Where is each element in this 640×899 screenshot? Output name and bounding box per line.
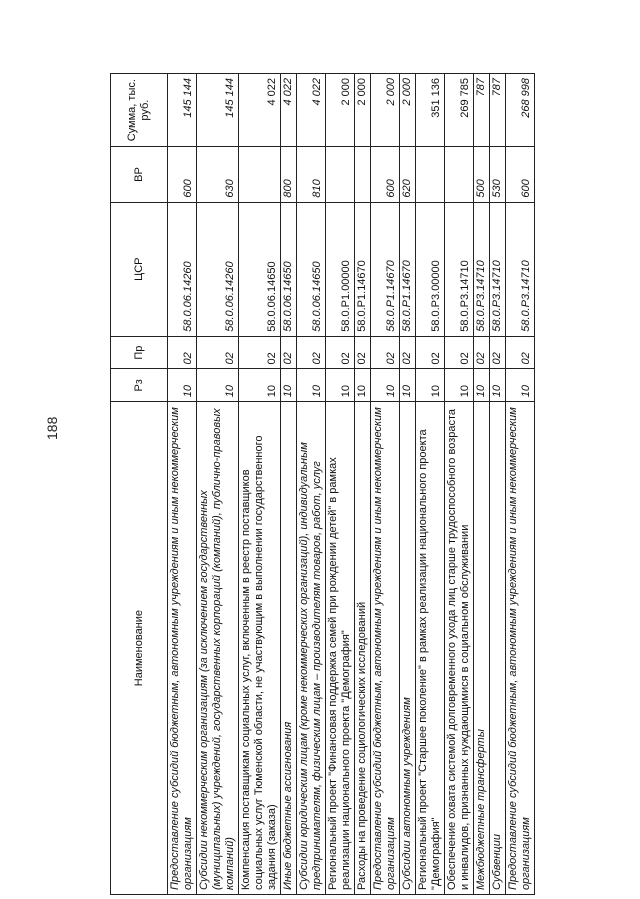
- cell-rz: 10: [326, 369, 355, 402]
- cell-vr: [416, 147, 445, 202]
- header-sum: Сумма, тыс. руб.: [111, 74, 168, 147]
- cell-name: Региональный проект "Финансовая поддержка семей при рождении детей" в рамках реализации национального проекта "Демография": [326, 402, 355, 895]
- header-csr: ЦСР: [111, 202, 168, 336]
- cell-vr: [239, 147, 281, 202]
- cell-csr: 58.0.P3.00000: [416, 202, 445, 336]
- cell-name: Межбюджетные трансферты: [474, 402, 490, 895]
- cell-rz: 10: [239, 369, 281, 402]
- cell-pr: 02: [474, 336, 490, 369]
- cell-rz: 10: [416, 369, 445, 402]
- cell-sum: 145 144: [168, 74, 197, 147]
- cell-vr: 500: [474, 147, 490, 202]
- cell-sum: 2 000: [371, 74, 400, 147]
- cell-sum: 4 022: [297, 74, 326, 147]
- cell-name: Субсидии юридическим лицам (кроме некоммерческих организаций), индивидуальным предпринимателям, физическим лицам – производителям товаров, работ, услуг: [297, 402, 326, 895]
- cell-csr: 58.0.06.14260: [197, 202, 239, 336]
- cell-vr: 600: [506, 147, 535, 202]
- header-pr: Пр: [111, 336, 168, 369]
- cell-rz: 10: [281, 369, 297, 402]
- cell-pr: 02: [281, 336, 297, 369]
- header-vr: ВР: [111, 147, 168, 202]
- cell-rz: 10: [197, 369, 239, 402]
- cell-sum: 4 022: [281, 74, 297, 147]
- table-body: [168, 74, 535, 895]
- cell-sum: 145 144: [197, 74, 239, 147]
- cell-pr: 02: [445, 336, 474, 369]
- cell-vr: 600: [168, 147, 197, 202]
- cell-sum: 268 998: [506, 74, 535, 147]
- cell-name: Предоставление субсидий бюджетным, автономным учреждениям и иным некоммерческим организациям: [371, 402, 400, 895]
- cell-rz: 10: [400, 369, 416, 402]
- cell-vr: 530: [490, 147, 506, 202]
- header-name: Наименование: [111, 402, 168, 895]
- cell-rz: 10: [297, 369, 326, 402]
- cell-sum: 2 000: [326, 74, 355, 147]
- cell-pr: 02: [197, 336, 239, 369]
- cell-sum: 787: [474, 74, 490, 147]
- header-rz: Рз: [111, 369, 168, 402]
- cell-name: Обеспечение охвата системой долговременного ухода лиц старше трудоспособного возраста и инвалидов, признанных нуждающимися в социальном обслуживании: [445, 402, 474, 895]
- cell-csr: 58.0.06.14650: [281, 202, 297, 336]
- cell-sum: 269 785: [445, 74, 474, 147]
- cell-csr: 58.0.06.14650: [297, 202, 326, 336]
- cell-pr: 02: [355, 336, 371, 369]
- cell-sum: 4 022: [239, 74, 281, 147]
- table-header-row: [111, 74, 168, 895]
- table-row: [239, 74, 281, 895]
- cell-pr: 02: [490, 336, 506, 369]
- cell-name: Иные бюджетные ассигнования: [281, 402, 297, 895]
- table-row: [326, 74, 355, 895]
- cell-name: Региональный проект "Старшее поколение" в рамках реализации национального проекта "Демография": [416, 402, 445, 895]
- cell-rz: 10: [445, 369, 474, 402]
- table-row: [490, 74, 506, 895]
- cell-rz: 10: [168, 369, 197, 402]
- cell-name: Субсидии автономным учреждениям: [400, 402, 416, 895]
- cell-csr: 58.0.P3.14710: [474, 202, 490, 336]
- cell-name: Расходы на проведение социологических исследований: [355, 402, 371, 895]
- page-number: 188: [44, 416, 60, 440]
- table-row: [371, 74, 400, 895]
- table-row: [281, 74, 297, 895]
- cell-vr: 630: [197, 147, 239, 202]
- table-row: [416, 74, 445, 895]
- cell-pr: 02: [371, 336, 400, 369]
- cell-name: Субсидии некоммерческим организациям (за исключением государственных (муниципальных) учреждений, государственных корпораций (компаний), публично-правовых компаний): [197, 402, 239, 895]
- cell-csr: 58.0.P1.14670: [400, 202, 416, 336]
- cell-pr: 02: [506, 336, 535, 369]
- table-row: [168, 74, 197, 895]
- cell-pr: 02: [416, 336, 445, 369]
- cell-name: Предоставление субсидий бюджетным, автономным учреждениям и иным некоммерческим организациям: [168, 402, 197, 895]
- cell-rz: 10: [490, 369, 506, 402]
- cell-csr: 58.0.P1.14670: [371, 202, 400, 336]
- table-row: [355, 74, 371, 895]
- cell-csr: 58.0.P3.14710: [506, 202, 535, 336]
- cell-vr: 800: [281, 147, 297, 202]
- cell-csr: 58.0.P1.14670: [355, 202, 371, 336]
- cell-vr: [326, 147, 355, 202]
- cell-pr: 02: [239, 336, 281, 369]
- cell-csr: 58.0.P3.14710: [445, 202, 474, 336]
- cell-vr: 600: [371, 147, 400, 202]
- cell-name: Субвенции: [490, 402, 506, 895]
- cell-vr: [355, 147, 371, 202]
- cell-rz: 10: [371, 369, 400, 402]
- cell-pr: 02: [400, 336, 416, 369]
- table-row: [506, 74, 535, 895]
- table-row: [400, 74, 416, 895]
- rotated-table-container: [110, 73, 584, 895]
- budget-table: [110, 73, 535, 895]
- cell-sum: 2 000: [355, 74, 371, 147]
- table-row: [474, 74, 490, 895]
- cell-pr: 02: [168, 336, 197, 369]
- cell-csr: 58.0.06.14650: [239, 202, 281, 336]
- table-row: [297, 74, 326, 895]
- cell-sum: 351 136: [416, 74, 445, 147]
- cell-pr: 02: [326, 336, 355, 369]
- cell-vr: 810: [297, 147, 326, 202]
- cell-csr: 58.0.06.14260: [168, 202, 197, 336]
- cell-sum: 787: [490, 74, 506, 147]
- cell-csr: 58.0.P3.14710: [490, 202, 506, 336]
- table-row: [445, 74, 474, 895]
- cell-pr: 02: [297, 336, 326, 369]
- cell-name: Предоставление субсидий бюджетным, автономным учреждениям и иным некоммерческим организациям: [506, 402, 535, 895]
- cell-rz: 10: [474, 369, 490, 402]
- table-row: [197, 74, 239, 895]
- cell-rz: 10: [506, 369, 535, 402]
- cell-vr: 620: [400, 147, 416, 202]
- cell-csr: 58.0.P1.00000: [326, 202, 355, 336]
- cell-name: Компенсация поставщикам социальных услуг, включенным в реестр поставщиков социальных услуг Тюменской области, не участвующим в выполнении государственного задания (заказа): [239, 402, 281, 895]
- cell-vr: [445, 147, 474, 202]
- cell-sum: 2 000: [400, 74, 416, 147]
- cell-rz: 10: [355, 369, 371, 402]
